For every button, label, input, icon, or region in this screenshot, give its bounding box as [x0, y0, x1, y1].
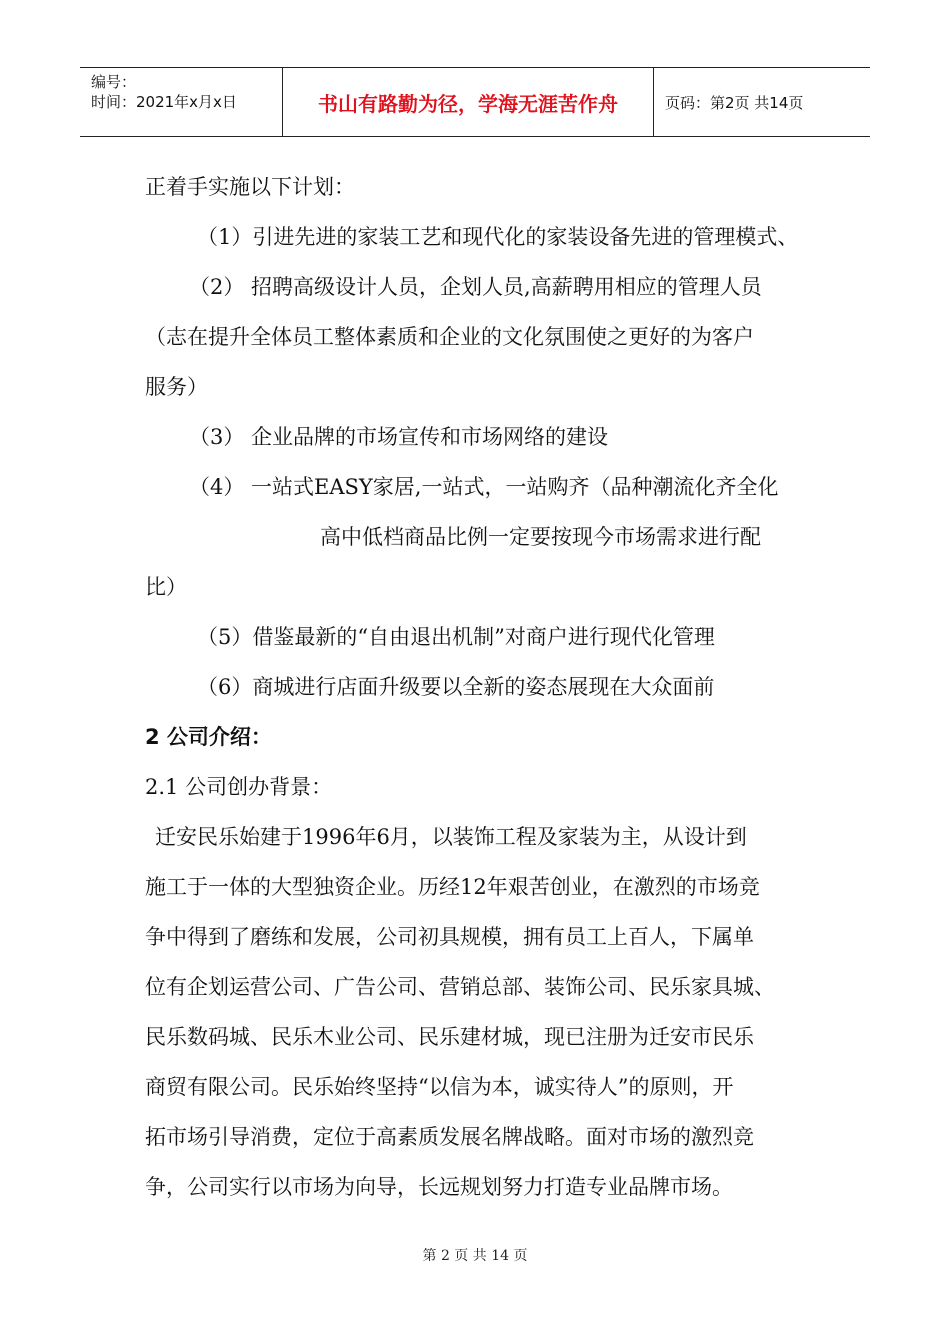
plan-item-1: （1）引进先进的家装工艺和现代化的家装设备先进的管理模式、: [197, 225, 799, 249]
plan-item-2: （2） 招聘高级设计人员，企划人员,高薪聘用相应的管理人员: [189, 275, 762, 299]
page-header: [80, 67, 870, 137]
plan-item-4: （4） 一站式EASY家居,一站式，一站购齐（品种潮流化齐全化: [189, 475, 779, 499]
plan-item-3: （3） 企业品牌的市场宣传和市场网络的建设: [189, 425, 609, 449]
paragraph-line: 位有企划运营公司、广告公司、营销总部、装饰公司、民乐家具城、: [145, 975, 775, 999]
body-line: 正着手实施以下计划：: [145, 175, 355, 199]
body-line: （志在提升全体员工整体素质和企业的文化氛围使之更好的为客户: [145, 325, 754, 349]
subsection-heading: 2.1 公司创办背景：: [145, 775, 333, 799]
page-footer: [0, 1245, 950, 1265]
header-page-cell: [654, 68, 870, 136]
plan-item-6: （6）商城进行店面升级要以全新的姿态展现在大众面前: [197, 675, 715, 699]
footer-page-number: 第 2 页 共 14 页: [422, 1248, 528, 1264]
number-label: 编号：: [91, 73, 137, 91]
paragraph-line: 施工于一体的大型独资企业。历经12年艰苦创业，在激烈的市场竞: [145, 875, 760, 899]
header-page-label: 页码：第2页 共14页: [665, 93, 804, 112]
plan-item-5: （5）借鉴最新的“自由退出机制”对商户进行现代化管理: [197, 625, 715, 649]
section-heading: 2 公司介绍：: [145, 725, 272, 749]
document-body: [145, 162, 815, 1212]
body-line: 服务）: [145, 375, 208, 399]
motto-text: 书山有路勤为径，学海无涯苦作舟: [318, 91, 618, 116]
time-label: 时间：2021年x月x日: [91, 93, 237, 111]
body-line: 比）: [145, 575, 187, 599]
paragraph-line: 争，公司实行以市场为向导，长远规划努力打造专业品牌市场。: [145, 1175, 733, 1199]
paragraph-line: 拓市场引导消费，定位于高素质发展名牌战略。面对市场的激烈竞: [145, 1125, 754, 1149]
body-line: 高中低档商品比例一定要按现今市场需求进行配: [320, 525, 761, 549]
paragraph-line: 民乐数码城、民乐木业公司、民乐建材城，现已注册为迁安市民乐: [145, 1025, 754, 1049]
paragraph-line: 商贸有限公司。民乐始终坚持“以信为本，诚实待人”的原则，开: [145, 1075, 734, 1099]
paragraph-line: 迁安民乐始建于1996年6月，以装饰工程及家装为主，从设计到: [155, 825, 747, 849]
header-motto-cell: [282, 68, 654, 136]
paragraph-line: 争中得到了磨练和发展，公司初具规模，拥有员工上百人，下属单: [145, 925, 754, 949]
header-info-cell: [80, 68, 282, 136]
